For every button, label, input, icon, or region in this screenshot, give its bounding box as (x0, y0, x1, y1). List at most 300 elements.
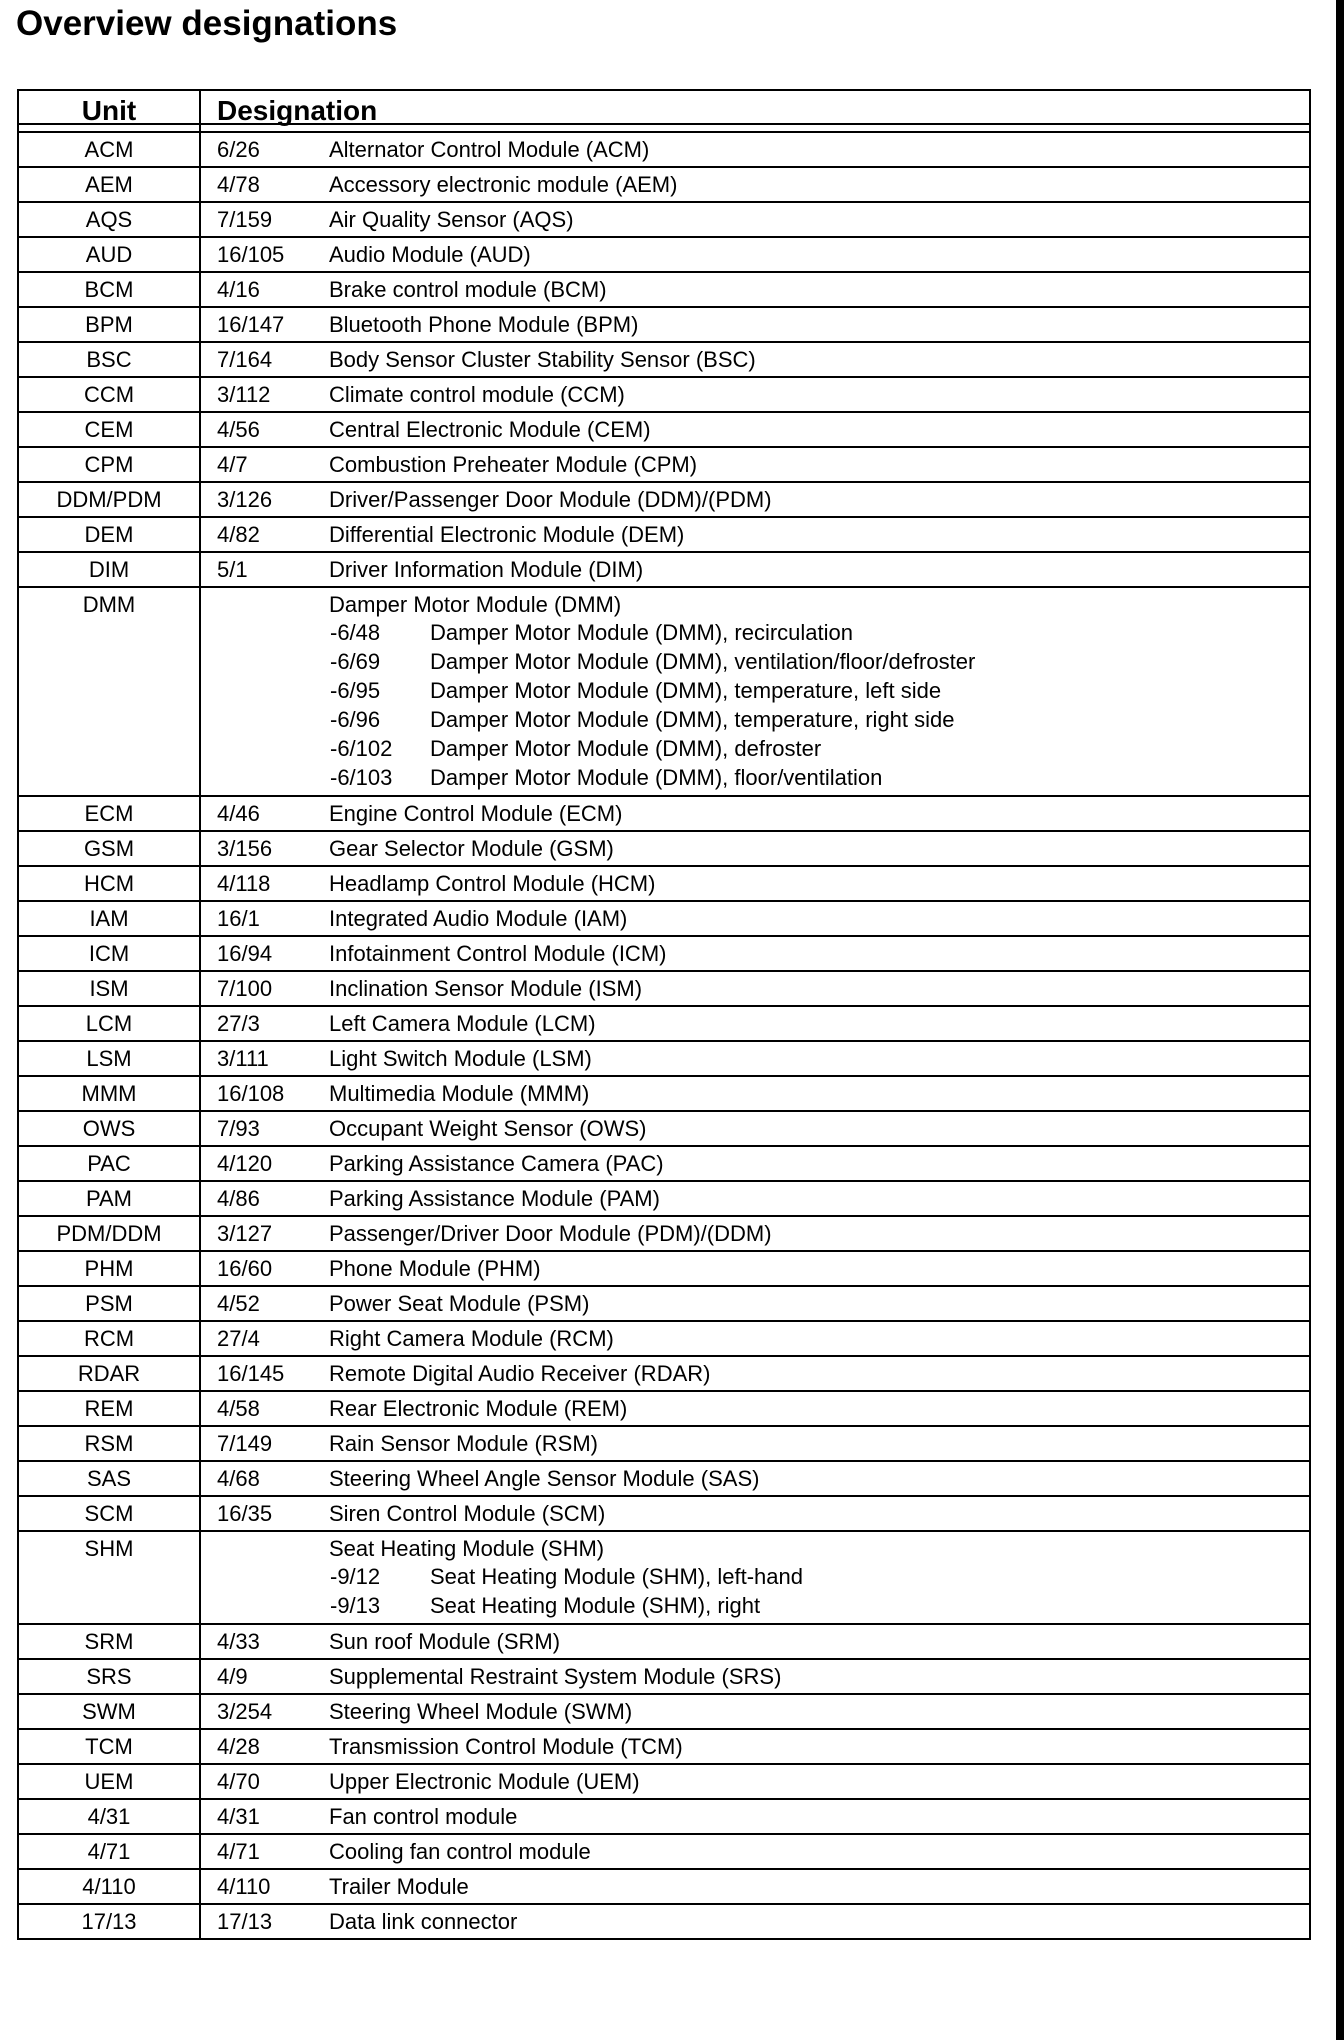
designation-cell (200, 132, 1310, 167)
sub-designation-item (327, 676, 1309, 705)
sub-designation-description: Damper Motor Module (DMM), defroster (430, 736, 822, 761)
designation-description: Differential Electronic Module (DEM) (329, 522, 685, 547)
unit-cell: MMM (18, 1076, 200, 1111)
designation-main-line (201, 137, 1309, 163)
designation-code: 16/147 (217, 312, 285, 337)
designations-table (17, 89, 1311, 1940)
designation-cell (200, 1041, 1310, 1076)
unit-cell: ECM (18, 796, 200, 831)
designation-description: Rear Electronic Module (REM) (329, 1396, 628, 1421)
designation-code: 4/82 (217, 522, 260, 547)
designation-description: Upper Electronic Module (UEM) (329, 1769, 640, 1794)
designation-code: 17/13 (217, 1909, 273, 1934)
table-row (18, 1496, 1310, 1531)
designation-description: Accessory electronic module (AEM) (329, 172, 678, 197)
table-row (18, 1624, 1310, 1659)
table-row (18, 132, 1310, 167)
designation-code: 3/112 (217, 382, 271, 407)
designation-description: Cooling fan control module (329, 1839, 591, 1864)
designation-cell (200, 202, 1310, 237)
designation-cell (200, 1321, 1310, 1356)
designation-description: Driver/Passenger Door Module (DDM)/(PDM) (329, 487, 772, 512)
unit-cell: HCM (18, 866, 200, 901)
table-row (18, 971, 1310, 1006)
table-row (18, 552, 1310, 587)
table-row (18, 517, 1310, 552)
designation-description: Engine Control Module (ECM) (329, 801, 623, 826)
designation-description: Left Camera Module (LCM) (329, 1011, 596, 1036)
designation-main-line (201, 487, 1309, 513)
designation-cell (200, 447, 1310, 482)
designation-description: Climate control module (CCM) (329, 382, 625, 407)
sub-designation-description: Damper Motor Module (DMM), floor/ventilation (430, 765, 883, 790)
unit-cell: RDAR (18, 1356, 200, 1391)
designation-code: 4/56 (217, 417, 260, 442)
designation-main-line (201, 871, 1309, 897)
designation-description: Body Sensor Cluster Stability Sensor (BSC) (329, 347, 756, 372)
unit-cell: SCM (18, 1496, 200, 1531)
designation-code: 4/70 (217, 1769, 260, 1794)
table-header-row (18, 90, 1310, 132)
designation-code: 16/105 (217, 242, 285, 267)
designation-description: Parking Assistance Camera (PAC) (329, 1151, 664, 1176)
designation-cell (200, 901, 1310, 936)
unit-cell: DMM (18, 587, 200, 796)
table-row (18, 1216, 1310, 1251)
designation-cell (200, 237, 1310, 272)
designation-cell (200, 866, 1310, 901)
designation-cell (200, 1356, 1310, 1391)
designation-description: Seat Heating Module (SHM) (329, 1536, 605, 1561)
designation-main-line (201, 1186, 1309, 1212)
unit-cell: 17/13 (18, 1904, 200, 1939)
unit-cell: DIM (18, 552, 200, 587)
table-row (18, 412, 1310, 447)
designation-cell (200, 1729, 1310, 1764)
sub-designation-code: -9/13 (330, 1593, 381, 1618)
sub-designation-code: -6/48 (330, 620, 381, 645)
table-row (18, 831, 1310, 866)
designation-description: Data link connector (329, 1909, 518, 1934)
designation-code: 7/149 (217, 1431, 273, 1456)
designation-main-line (201, 1326, 1309, 1352)
unit-cell: CEM (18, 412, 200, 447)
designation-cell (200, 587, 1310, 796)
designation-cell (200, 1006, 1310, 1041)
sub-designation-item (327, 647, 1309, 676)
designation-description: Alternator Control Module (ACM) (329, 137, 650, 162)
designation-description: Remote Digital Audio Receiver (RDAR) (329, 1361, 711, 1386)
designation-code: 4/31 (217, 1804, 260, 1829)
designation-description: Headlamp Control Module (HCM) (329, 871, 656, 896)
designation-main-line (201, 382, 1309, 408)
designation-code: 7/159 (217, 207, 273, 232)
designation-code: 4/58 (217, 1396, 260, 1421)
designation-main-line (201, 1396, 1309, 1422)
designation-cell (200, 517, 1310, 552)
sub-designation-item (327, 763, 1309, 792)
unit-cell: TCM (18, 1729, 200, 1764)
designation-description: Parking Assistance Module (PAM) (329, 1186, 660, 1211)
sub-designation-list (201, 1562, 1309, 1620)
unit-cell: CPM (18, 447, 200, 482)
designation-main-line (201, 1046, 1309, 1072)
designation-code: 4/46 (217, 801, 260, 826)
designation-code: 3/127 (217, 1221, 273, 1246)
table-row (18, 1426, 1310, 1461)
table-row (18, 1869, 1310, 1904)
table-row (18, 237, 1310, 272)
designation-main-line (201, 1151, 1309, 1177)
unit-cell: SHM (18, 1531, 200, 1624)
designation-code: 4/33 (217, 1629, 260, 1654)
designation-main-line (201, 592, 1309, 618)
designation-description: Fan control module (329, 1804, 518, 1829)
sub-designation-item (327, 618, 1309, 647)
unit-cell: RCM (18, 1321, 200, 1356)
designation-cell (200, 1659, 1310, 1694)
table-row (18, 272, 1310, 307)
unit-cell: BPM (18, 307, 200, 342)
designation-main-line (201, 242, 1309, 268)
table-row (18, 936, 1310, 971)
sub-designation-item (327, 1562, 1309, 1591)
designation-cell (200, 1764, 1310, 1799)
page-title: Overview designations (16, 4, 398, 43)
table-row (18, 342, 1310, 377)
designation-main-line (201, 1839, 1309, 1865)
designation-main-line (201, 557, 1309, 583)
unit-cell: RSM (18, 1426, 200, 1461)
unit-cell: AUD (18, 237, 200, 272)
designation-description: Power Seat Module (PSM) (329, 1291, 590, 1316)
table-row (18, 1694, 1310, 1729)
sub-designation-item (327, 1591, 1309, 1620)
designation-code: 4/86 (217, 1186, 260, 1211)
table-row (18, 1111, 1310, 1146)
designation-cell (200, 1624, 1310, 1659)
designation-code: 7/93 (217, 1116, 260, 1141)
designation-description: Combustion Preheater Module (CPM) (329, 452, 698, 477)
designation-code: 16/94 (217, 941, 273, 966)
designation-description: Light Switch Module (LSM) (329, 1046, 592, 1071)
designation-description: Right Camera Module (RCM) (329, 1326, 614, 1351)
designation-cell (200, 1799, 1310, 1834)
designation-code: 4/16 (217, 277, 260, 302)
unit-cell: SRM (18, 1624, 200, 1659)
table-row (18, 1286, 1310, 1321)
designation-main-line (201, 1116, 1309, 1142)
table-row (18, 167, 1310, 202)
unit-cell: REM (18, 1391, 200, 1426)
unit-cell: BCM (18, 272, 200, 307)
sub-designation-code: -6/102 (330, 736, 393, 761)
unit-cell: DEM (18, 517, 200, 552)
designation-code: 3/156 (217, 836, 273, 861)
designation-main-line (201, 1699, 1309, 1725)
designation-cell (200, 1391, 1310, 1426)
unit-cell: ACM (18, 132, 200, 167)
table-row (18, 1321, 1310, 1356)
table-row (18, 202, 1310, 237)
table-row (18, 866, 1310, 901)
unit-cell: 4/31 (18, 1799, 200, 1834)
designation-main-line (201, 1361, 1309, 1387)
designation-description: Damper Motor Module (DMM) (329, 592, 622, 617)
designation-description: Steering Wheel Angle Sensor Module (SAS) (329, 1466, 760, 1491)
designation-main-line (201, 1011, 1309, 1037)
table-row (18, 1076, 1310, 1111)
designation-code: 27/4 (217, 1326, 260, 1351)
designation-code: 16/1 (217, 906, 260, 931)
designation-main-line (201, 836, 1309, 862)
unit-cell: 4/71 (18, 1834, 200, 1869)
designation-cell (200, 1111, 1310, 1146)
designation-main-line (201, 906, 1309, 932)
designation-main-line (201, 207, 1309, 233)
unit-cell: ISM (18, 971, 200, 1006)
designation-cell (200, 1461, 1310, 1496)
sub-designation-code: -6/95 (330, 678, 381, 703)
table-row (18, 1764, 1310, 1799)
sub-designation-description: Damper Motor Module (DMM), temperature, left side (430, 678, 942, 703)
designation-code: 4/120 (217, 1151, 273, 1176)
table-row (18, 1904, 1310, 1939)
table-row (18, 1729, 1310, 1764)
designation-code: 6/26 (217, 137, 260, 162)
designation-cell (200, 272, 1310, 307)
designation-description: Bluetooth Phone Module (BPM) (329, 312, 639, 337)
table-row (18, 1391, 1310, 1426)
designation-code (201, 592, 329, 618)
designation-cell (200, 1076, 1310, 1111)
unit-cell: UEM (18, 1764, 200, 1799)
designation-main-line (201, 1501, 1309, 1527)
designation-code: 5/1 (217, 557, 248, 582)
designation-description: Siren Control Module (SCM) (329, 1501, 606, 1526)
table-row (18, 796, 1310, 831)
designation-main-line (201, 1466, 1309, 1492)
designation-description: Phone Module (PHM) (329, 1256, 541, 1281)
designation-description: Audio Module (AUD) (329, 242, 531, 267)
table-row (18, 377, 1310, 412)
designation-cell (200, 1216, 1310, 1251)
sub-designation-description: Damper Motor Module (DMM), temperature, right side (430, 707, 955, 732)
designation-description: Multimedia Module (MMM) (329, 1081, 590, 1106)
designation-main-line (201, 941, 1309, 967)
table-row (18, 1356, 1310, 1391)
designation-code: 16/145 (217, 1361, 285, 1386)
table-row (18, 1181, 1310, 1216)
sub-designation-item (327, 734, 1309, 763)
table-row (18, 1799, 1310, 1834)
table-row (18, 901, 1310, 936)
designation-code: 4/110 (217, 1874, 271, 1899)
designation-description: Air Quality Sensor (AQS) (329, 207, 574, 232)
designation-cell (200, 971, 1310, 1006)
designation-description: Infotainment Control Module (ICM) (329, 941, 667, 966)
unit-cell: AEM (18, 167, 200, 202)
designation-cell (200, 1286, 1310, 1321)
designation-description: Inclination Sensor Module (ISM) (329, 976, 643, 1001)
sub-designation-code: -6/103 (330, 765, 393, 790)
sub-designation-description: Seat Heating Module (SHM), left-hand (430, 1564, 803, 1589)
page-edge-bar (1336, 0, 1344, 2040)
designation-cell (200, 482, 1310, 517)
designation-description: Passenger/Driver Door Module (PDM)/(DDM) (329, 1221, 772, 1246)
designation-description: Central Electronic Module (CEM) (329, 417, 651, 442)
sub-designation-description: Seat Heating Module (SHM), right (430, 1593, 761, 1618)
designation-main-line (201, 801, 1309, 827)
designation-main-line (201, 1804, 1309, 1830)
designation-description: Steering Wheel Module (SWM) (329, 1699, 633, 1724)
table-row (18, 1659, 1310, 1694)
designation-cell (200, 1146, 1310, 1181)
unit-cell: LCM (18, 1006, 200, 1041)
designation-code: 4/71 (217, 1839, 260, 1864)
table-row (18, 447, 1310, 482)
designation-cell (200, 1531, 1310, 1624)
designation-main-line (201, 1629, 1309, 1655)
designation-cell (200, 796, 1310, 831)
designation-main-line (201, 522, 1309, 548)
designation-code: 3/254 (217, 1699, 273, 1724)
designation-code: 4/9 (217, 1664, 248, 1689)
unit-cell: DDM/PDM (18, 482, 200, 517)
designation-code: 4/28 (217, 1734, 260, 1759)
unit-cell: SWM (18, 1694, 200, 1729)
designation-cell (200, 342, 1310, 377)
unit-cell: PSM (18, 1286, 200, 1321)
sub-designation-code: -9/12 (330, 1564, 381, 1589)
designation-cell (200, 1869, 1310, 1904)
table-row (18, 1006, 1310, 1041)
designation-code: 3/126 (217, 487, 273, 512)
designation-code: 4/68 (217, 1466, 260, 1491)
sub-designation-description: Damper Motor Module (DMM), recirculation (430, 620, 853, 645)
designation-main-line (201, 312, 1309, 338)
designation-cell (200, 936, 1310, 971)
designation-description: Brake control module (BCM) (329, 277, 607, 302)
table-row (18, 1834, 1310, 1869)
unit-cell: AQS (18, 202, 200, 237)
designation-main-line (201, 1256, 1309, 1282)
unit-cell: BSC (18, 342, 200, 377)
unit-cell: IAM (18, 901, 200, 936)
table-row (18, 1531, 1310, 1624)
designation-main-line (201, 172, 1309, 198)
designation-cell (200, 552, 1310, 587)
designation-cell (200, 1426, 1310, 1461)
designation-description: Transmission Control Module (TCM) (329, 1734, 683, 1759)
unit-cell: GSM (18, 831, 200, 866)
designation-main-line (201, 1909, 1309, 1935)
sub-designation-code: -6/96 (330, 707, 381, 732)
designation-cell (200, 412, 1310, 447)
designation-main-line (201, 1874, 1309, 1900)
unit-cell: ICM (18, 936, 200, 971)
designation-main-line (201, 1291, 1309, 1317)
designation-cell (200, 377, 1310, 412)
designation-cell (200, 307, 1310, 342)
designation-main-line (201, 417, 1309, 443)
designation-description: Sun roof Module (SRM) (329, 1629, 561, 1654)
table-row (18, 307, 1310, 342)
designation-main-line (201, 1734, 1309, 1760)
designation-code: 4/52 (217, 1291, 260, 1316)
table-row (18, 1041, 1310, 1076)
table-row (18, 482, 1310, 517)
designation-cell (200, 167, 1310, 202)
designation-main-line (201, 347, 1309, 373)
unit-cell: SRS (18, 1659, 200, 1694)
designation-main-line (201, 1664, 1309, 1690)
designation-cell (200, 1694, 1310, 1729)
designation-column-header: Designation (200, 90, 1310, 132)
designation-main-line (201, 1536, 1309, 1562)
unit-cell: PAC (18, 1146, 200, 1181)
designation-main-line (201, 976, 1309, 1002)
designation-code: 7/164 (217, 347, 273, 372)
unit-cell: PHM (18, 1251, 200, 1286)
unit-cell: SAS (18, 1461, 200, 1496)
designation-cell (200, 831, 1310, 866)
designation-description: Driver Information Module (DIM) (329, 557, 644, 582)
designation-main-line (201, 1431, 1309, 1457)
table-row (18, 1461, 1310, 1496)
table-row (18, 1146, 1310, 1181)
designation-description: Occupant Weight Sensor (OWS) (329, 1116, 647, 1141)
designation-cell (200, 1496, 1310, 1531)
designation-description: Supplemental Restraint System Module (SRS) (329, 1664, 782, 1689)
designation-code: 4/118 (217, 871, 271, 896)
designation-cell (200, 1251, 1310, 1286)
designation-code: 27/3 (217, 1011, 260, 1036)
unit-cell: PDM/DDM (18, 1216, 200, 1251)
designation-main-line (201, 1221, 1309, 1247)
unit-cell: 4/110 (18, 1869, 200, 1904)
designation-code: 3/111 (217, 1046, 269, 1071)
table-row (18, 1251, 1310, 1286)
designation-description: Integrated Audio Module (IAM) (329, 906, 628, 931)
table-row (18, 587, 1310, 796)
unit-cell: OWS (18, 1111, 200, 1146)
unit-cell: CCM (18, 377, 200, 412)
designation-main-line (201, 1081, 1309, 1107)
designation-description: Gear Selector Module (GSM) (329, 836, 614, 861)
unit-column-header: Unit (18, 90, 200, 132)
sub-designation-description: Damper Motor Module (DMM), ventilation/floor/defroster (430, 649, 976, 674)
designation-code: 4/78 (217, 172, 260, 197)
sub-designation-code: -6/69 (330, 649, 381, 674)
designation-cell (200, 1904, 1310, 1939)
sub-designation-item (327, 705, 1309, 734)
designation-cell (200, 1181, 1310, 1216)
designation-code: 4/7 (217, 452, 248, 477)
unit-cell: PAM (18, 1181, 200, 1216)
sub-designation-list (201, 618, 1309, 792)
designation-code: 16/35 (217, 1501, 273, 1526)
designation-code: 7/100 (217, 976, 273, 1001)
designation-code (201, 1536, 329, 1562)
designation-description: Trailer Module (329, 1874, 469, 1899)
designation-main-line (201, 277, 1309, 303)
designation-main-line (201, 452, 1309, 478)
designation-code: 16/108 (217, 1081, 285, 1106)
designation-main-line (201, 1769, 1309, 1795)
unit-cell: LSM (18, 1041, 200, 1076)
designation-code: 16/60 (217, 1256, 273, 1281)
